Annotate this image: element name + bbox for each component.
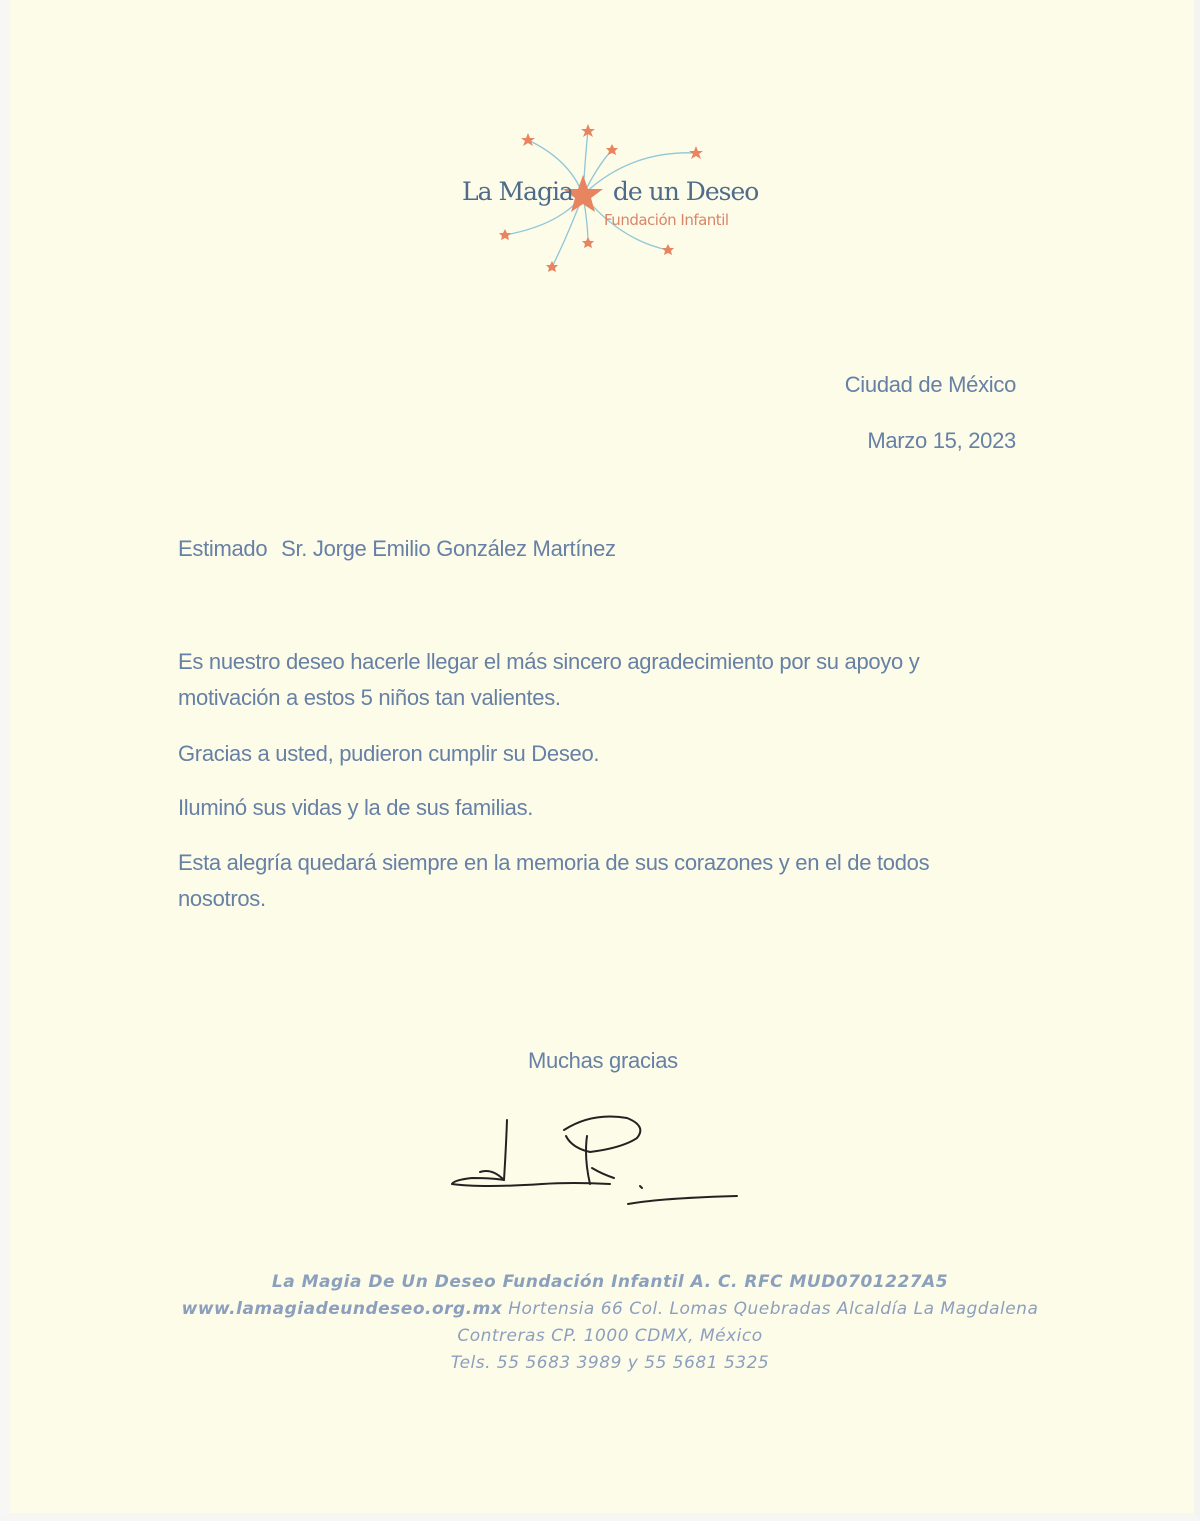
paragraph-gratitude [178, 644, 920, 716]
footer-address: Hortensia 66 Col. Lomas Quebradas Alcaldía La Magdalena [502, 1299, 1039, 1319]
footer-website-link[interactable]: www.lamagiadeundeseo.org.mx [181, 1299, 503, 1319]
signature-icon [442, 1108, 752, 1218]
foundation-logo [450, 115, 770, 285]
letter-greeting [178, 536, 616, 562]
paragraph-line: Esta alegría quedará siempre en la memoria de sus corazones y en el de todos [178, 850, 930, 875]
paragraph-line: nosotros. [178, 886, 266, 911]
footer-line-city: Contreras CP. 1000 CDMX, México [457, 1326, 763, 1346]
paragraph-lives: Iluminó sus vidas y la de sus familias. [178, 795, 534, 820]
handwritten-signature [442, 1108, 752, 1223]
salutation: Estimado [178, 536, 268, 561]
letter-place: Ciudad de México [844, 372, 1016, 397]
paragraph-line: motivación a estos 5 niños tan valientes. [178, 685, 561, 710]
logo-name-right: de un Deseo [612, 177, 759, 206]
closing-thanks: Muchas gracias [528, 1048, 678, 1073]
recipient-name: Sr. Jorge Emilio González Martínez [281, 536, 616, 561]
logo-subtitle: Fundación Infantil [604, 211, 729, 229]
logo-name-left: La Magia [462, 177, 573, 206]
logo-name [462, 177, 758, 206]
footer-line-org: La Magia De Un Deseo Fundación Infantil A. C. RFC MUD0701227A5 [271, 1272, 949, 1292]
footer-line-phones: Tels. 55 5683 3989 y 55 5681 5325 [450, 1353, 770, 1373]
paragraph-wish: Gracias a usted, pudieron cumplir su Deseo. [178, 741, 600, 766]
footer-line-address [10, 1299, 1200, 1319]
letter-date: Marzo 15, 2023 [867, 428, 1016, 453]
paragraph-joy [178, 845, 929, 917]
paragraph-line: Es nuestro deseo hacerle llegar el más sincero agradecimiento por su apoyo y [178, 649, 920, 674]
